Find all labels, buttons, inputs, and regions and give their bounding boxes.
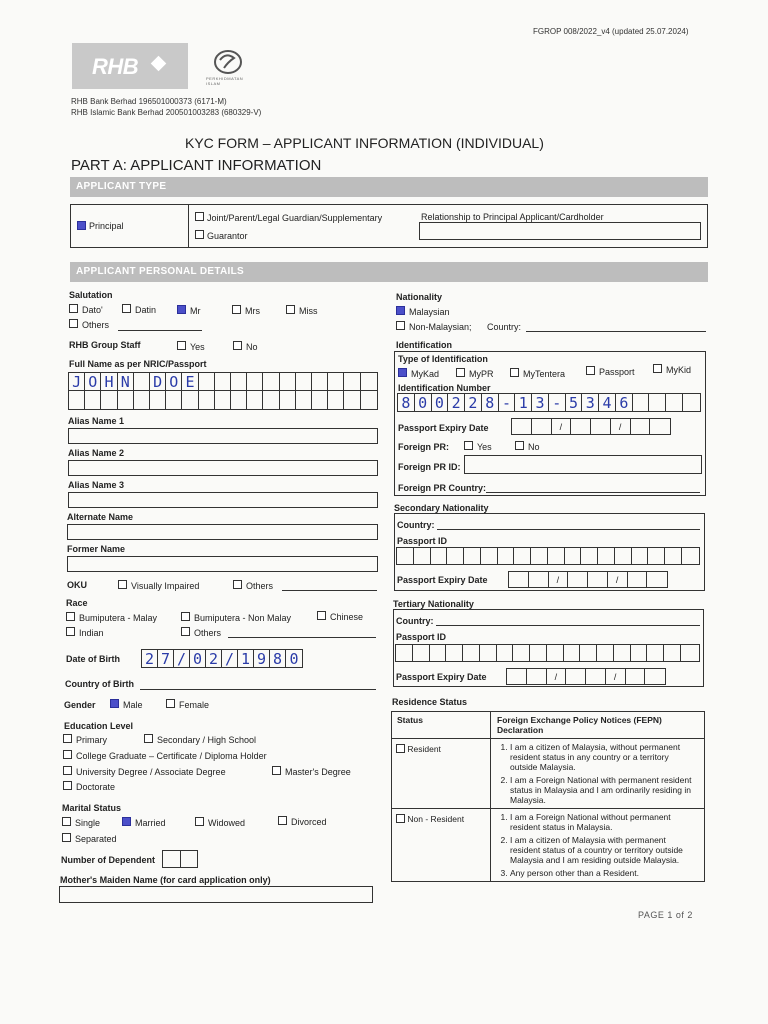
maiden-input[interactable] — [59, 886, 373, 903]
date-cell — [509, 572, 529, 587]
date-slash: / — [552, 419, 572, 434]
dependent-cell — [163, 851, 181, 867]
name-char-cell: J — [69, 373, 85, 391]
principal-label: Principal — [89, 221, 124, 231]
alias-3-input[interactable] — [68, 492, 378, 508]
former-name-input[interactable] — [67, 556, 378, 572]
joint-label: Joint/Parent/Legal Guardian/Supplementary — [207, 213, 383, 223]
id-char-cell: 8 — [398, 394, 415, 411]
staff-no-label: No — [246, 342, 258, 352]
widowed-checkbox[interactable] — [195, 817, 204, 826]
nationality-label: Nationality — [396, 292, 443, 302]
passport-id-cell — [498, 548, 515, 564]
name-char-cell — [134, 391, 150, 409]
dob-char-cell: / — [174, 650, 190, 667]
date-cell — [626, 669, 646, 684]
secondary-passport-id-grid[interactable] — [396, 547, 700, 565]
visually-impaired-label: Visually Impaired — [131, 581, 200, 591]
race-label: Race — [66, 598, 88, 608]
mrs-label: Mrs — [245, 306, 260, 316]
name-char-cell — [69, 391, 85, 409]
name-char-cell — [215, 373, 231, 391]
married-checkbox[interactable] — [122, 817, 131, 826]
residence-status-label: Residence Status — [392, 697, 468, 707]
passport-id-cell — [430, 645, 447, 661]
mypr-checkbox[interactable] — [456, 368, 465, 377]
group-staff-label: RHB Group Staff — [69, 340, 141, 350]
id-char-cell: 1 — [515, 394, 532, 411]
date-cell — [512, 419, 532, 434]
miss-label: Miss — [299, 306, 318, 316]
personal-details-header: APPLICANT PERSONAL DETAILS — [70, 262, 708, 282]
oku-label: OKU — [67, 580, 87, 590]
mrs-checkbox[interactable] — [232, 305, 241, 314]
dob-char-cell: 8 — [270, 650, 286, 667]
passport-expiry-grid[interactable] — [511, 418, 671, 435]
date-cell — [650, 419, 670, 434]
date-slash: / — [549, 572, 569, 587]
tertiary-expiry-grid[interactable] — [506, 668, 666, 685]
divorced-label: Divorced — [291, 817, 327, 827]
rhb-logo — [72, 43, 188, 89]
indian-label: Indian — [79, 628, 104, 638]
passport-id-cell — [664, 645, 681, 661]
nationality-country-line[interactable] — [526, 331, 706, 332]
staff-yes-checkbox[interactable] — [177, 341, 186, 350]
primary-label: Primary — [76, 735, 107, 745]
dob-char-cell: 0 — [289, 649, 299, 668]
id-number-label: Identification Number — [398, 383, 491, 393]
dob-grid[interactable] — [141, 649, 303, 668]
name-char-cell — [215, 391, 231, 409]
non-malaysian-label: Non-Malaysian; — [409, 322, 472, 332]
passport-id-cell — [665, 548, 682, 564]
foreign-pr-yes-checkbox[interactable] — [464, 441, 473, 450]
passport-checkbox[interactable] — [586, 366, 595, 375]
salutation-label: Salutation — [69, 290, 113, 300]
name-char-cell: E — [182, 373, 198, 391]
country-birth-line[interactable] — [140, 689, 376, 690]
foreign-pr-label: Foreign PR: — [398, 442, 449, 452]
date-cell — [532, 419, 552, 434]
name-char-cell — [344, 373, 360, 391]
bumi-malay-checkbox[interactable] — [66, 612, 75, 621]
passport-id-cell — [597, 645, 614, 661]
date-cell — [529, 572, 549, 587]
passport-id-cell — [632, 548, 649, 564]
marital-label: Marital Status — [62, 803, 122, 813]
bumi-nonmalay-checkbox[interactable] — [181, 612, 190, 621]
university-label: University Degree / Associate Degree — [76, 767, 226, 777]
mytentera-checkbox[interactable] — [510, 368, 519, 377]
college-checkbox[interactable] — [63, 750, 72, 759]
passport-id-cell — [530, 645, 547, 661]
passport-id-cell — [514, 548, 531, 564]
separated-label: Separated — [75, 834, 117, 844]
fepn-column-header: Foreign Exchange Policy Notices (FEPN) Declaration — [491, 712, 705, 739]
passport-id-cell — [414, 548, 431, 564]
date-slash: / — [611, 419, 631, 434]
seal-text: PERKHIDMATAN ISLAM — [206, 76, 244, 86]
passport-id-cell — [446, 645, 463, 661]
passport-id-cell — [647, 645, 664, 661]
part-title: PART A: APPLICANT INFORMATION — [71, 157, 322, 174]
name-char-cell — [231, 391, 247, 409]
former-name-label: Former Name — [67, 544, 126, 554]
female-checkbox[interactable] — [166, 699, 175, 708]
status-column-header: Status — [392, 712, 491, 739]
passport-id-cell — [413, 645, 430, 661]
name-char-cell — [134, 373, 150, 391]
malaysian-checkbox[interactable] — [396, 306, 405, 315]
secondary-country-label: Country: — [397, 520, 435, 530]
primary-checkbox[interactable] — [63, 734, 72, 743]
secondary-label: Secondary / High School — [157, 735, 257, 745]
id-char-cell: 3 — [532, 394, 549, 411]
id-char-cell — [633, 394, 650, 411]
foreign-pr-id-label: Foreign PR ID: — [398, 462, 461, 472]
datin-label: Datin — [135, 305, 157, 315]
name-char-cell: O — [166, 373, 182, 391]
mykid-label: MyKid — [666, 365, 692, 375]
name-char-cell — [312, 373, 328, 391]
name-char-cell — [247, 391, 263, 409]
alias-3-label: Alias Name 3 — [68, 480, 125, 490]
tertiary-country-label: Country: — [396, 616, 434, 626]
miss-checkbox[interactable] — [286, 305, 295, 314]
id-char-cell: 4 — [599, 394, 616, 411]
date-cell — [571, 419, 591, 434]
doctorate-label: Doctorate — [76, 782, 116, 792]
nonresident-label: Non - Resident — [407, 814, 465, 824]
nationality-country-label: Country: — [487, 322, 522, 332]
name-char-cell — [296, 373, 312, 391]
id-char-cell: 3 — [582, 394, 599, 411]
page-number: PAGE 1 of 2 — [638, 910, 693, 920]
date-cell — [586, 669, 606, 684]
foreign-pr-no-label: No — [528, 442, 540, 452]
dob-char-cell: 0 — [190, 650, 206, 667]
salutation-others-label: Others — [82, 320, 110, 330]
dob-char-cell: 7 — [158, 650, 174, 667]
passport-id-cell — [547, 645, 564, 661]
joint-checkbox[interactable] — [195, 212, 204, 221]
passport-id-cell — [531, 548, 548, 564]
id-char-cell — [683, 394, 700, 411]
date-slash: / — [606, 669, 626, 684]
passport-id-cell — [463, 645, 480, 661]
name-char-cell: O — [85, 373, 101, 391]
resident-declaration — [491, 739, 705, 809]
name-char-cell — [280, 391, 296, 409]
maiden-label: Mother's Maiden Name (for card application only) — [60, 875, 271, 885]
nonresident-item-2: 2. I am a citizen of Malaysia with permanent resident status of a country or territory outside Malaysia and I am residing outside Malaysia. — [510, 835, 698, 865]
passport-id-cell — [581, 548, 598, 564]
secondary-passport-id-label: Passport ID — [397, 536, 448, 546]
name-char-cell — [344, 391, 360, 409]
staff-no-checkbox[interactable] — [233, 341, 242, 350]
race-others-checkbox[interactable] — [181, 627, 190, 636]
married-label: Married — [135, 818, 166, 828]
id-char-cell — [649, 394, 666, 411]
name-char-cell — [101, 391, 117, 409]
name-char-cell — [247, 373, 263, 391]
date-cell — [647, 572, 667, 587]
chinese-label: Chinese — [330, 612, 364, 622]
mytentera-label: MyTentera — [523, 369, 566, 379]
university-checkbox[interactable] — [63, 766, 72, 775]
country-birth-label: Country of Birth — [65, 679, 134, 689]
relationship-input[interactable] — [419, 222, 701, 240]
name-char-cell — [166, 391, 182, 409]
secondary-country-line[interactable] — [437, 529, 700, 530]
resident-checkbox[interactable] — [396, 744, 405, 753]
date-slash: / — [547, 669, 567, 684]
mypr-label: MyPR — [469, 369, 494, 379]
salutation-others-line[interactable] — [118, 330, 202, 331]
divider — [188, 204, 189, 248]
passport-id-cell — [598, 548, 615, 564]
id-type-label: Type of Identification — [398, 354, 488, 364]
id-char-cell: 0 — [415, 394, 432, 411]
mykad-label: MyKad — [411, 369, 440, 379]
tertiary-passport-id-label: Passport ID — [396, 632, 447, 642]
date-cell — [628, 572, 648, 587]
name-char-cell — [85, 391, 101, 409]
id-char-cell: 5 — [566, 394, 583, 411]
mykad-checkbox[interactable] — [398, 368, 407, 377]
passport-id-cell — [681, 645, 698, 661]
mykid-checkbox[interactable] — [653, 364, 662, 373]
passport-id-cell — [580, 645, 597, 661]
dato-checkbox[interactable] — [69, 304, 78, 313]
passport-expiry-label: Passport Expiry Date — [398, 423, 489, 433]
secondary-expiry-grid[interactable] — [508, 571, 668, 588]
single-label: Single — [75, 818, 101, 828]
dato-label: Dato' — [82, 305, 103, 315]
resident-cell — [392, 739, 491, 809]
id-char-cell: - — [549, 394, 566, 411]
secondary-expiry-label: Passport Expiry Date — [397, 575, 488, 585]
passport-id-cell — [397, 548, 414, 564]
name-char-cell — [199, 373, 215, 391]
college-label: College Graduate – Certificate / Diploma Holder — [76, 751, 267, 761]
id-char-cell: - — [499, 394, 516, 411]
bumi-malay-label: Bumiputera - Malay — [79, 613, 158, 623]
date-cell — [588, 572, 608, 587]
name-char-cell — [199, 391, 215, 409]
passport-id-cell — [447, 548, 464, 564]
masters-checkbox[interactable] — [272, 766, 281, 775]
salutation-others-checkbox[interactable] — [69, 319, 78, 328]
bumi-nonmalay-label: Bumiputera - Non Malay — [194, 613, 292, 623]
passport-id-cell — [480, 645, 497, 661]
form-title: KYC FORM – APPLICANT INFORMATION (INDIVIDUAL) — [185, 135, 544, 151]
id-char-cell — [666, 394, 683, 411]
race-others-line[interactable] — [228, 637, 376, 638]
name-char-cell — [328, 373, 344, 391]
date-slash: / — [608, 572, 628, 587]
doctorate-checkbox[interactable] — [63, 781, 72, 790]
name-char-cell: D — [150, 373, 166, 391]
resident-item-1: 1. I am a citizen of Malaysia, without permanent resident status in any country or a territory outside Malaysia. — [510, 742, 698, 772]
bank-line-2: RHB Islamic Bank Berhad 200501003283 (680329-V) — [71, 108, 262, 117]
resident-item-2: 2. I am a Foreign National with permanent resident status in Malaysia and I am ordinarily residing in Malaysia. — [510, 775, 698, 805]
masters-label: Master's Degree — [285, 767, 351, 777]
passport-label: Passport — [599, 367, 635, 377]
separated-checkbox[interactable] — [62, 833, 71, 842]
passport-id-cell — [615, 548, 632, 564]
bank-line-1: RHB Bank Berhad 196501000373 (6171-M) — [71, 97, 227, 106]
id-char-cell: 0 — [432, 394, 449, 411]
tertiary-country-line[interactable] — [436, 625, 700, 626]
tertiary-nationality-label: Tertiary Nationality — [393, 599, 474, 609]
alias-2-label: Alias Name 2 — [68, 448, 125, 458]
alternate-name-input[interactable] — [67, 524, 378, 540]
diamond-icon — [151, 56, 167, 72]
passport-id-cell — [497, 645, 514, 661]
dob-char-cell: / — [222, 650, 238, 667]
alias-2-input[interactable] — [68, 460, 378, 476]
id-char-cell: 2 — [448, 394, 465, 411]
datin-checkbox[interactable] — [122, 304, 131, 313]
passport-id-cell — [464, 548, 481, 564]
name-char-cell — [182, 391, 198, 409]
name-char-cell — [118, 391, 134, 409]
residence-table — [391, 711, 705, 882]
passport-id-cell — [565, 548, 582, 564]
name-char-cell: H — [101, 373, 117, 391]
date-cell — [507, 669, 527, 684]
indian-checkbox[interactable] — [66, 627, 75, 636]
alias-1-input[interactable] — [68, 428, 378, 444]
islamic-seal-logo — [206, 48, 254, 88]
name-char-cell — [361, 373, 377, 391]
passport-id-cell — [614, 645, 631, 661]
id-number-grid[interactable] — [397, 393, 701, 412]
malaysian-label: Malaysian — [409, 307, 450, 317]
male-checkbox[interactable] — [110, 699, 119, 708]
passport-id-cell — [682, 548, 699, 564]
date-cell — [568, 572, 588, 587]
name-char-cell — [280, 373, 296, 391]
single-checkbox[interactable] — [62, 817, 71, 826]
rhb-logo-text: RHB — [92, 54, 139, 79]
principal-checkbox[interactable] — [77, 221, 86, 230]
tertiary-expiry-label: Passport Expiry Date — [396, 672, 487, 682]
date-cell — [631, 419, 651, 434]
id-char-cell: 2 — [465, 394, 482, 411]
name-char-cell: N — [118, 373, 134, 391]
oku-others-label: Others — [246, 581, 274, 591]
date-cell — [566, 669, 586, 684]
divorced-checkbox[interactable] — [278, 816, 287, 825]
resident-label: Resident — [407, 744, 441, 754]
passport-id-cell — [481, 548, 498, 564]
dependent-input[interactable] — [162, 850, 198, 868]
date-cell — [645, 669, 665, 684]
identification-label: Identification — [396, 340, 452, 350]
passport-id-cell — [648, 548, 665, 564]
dob-char-cell: 1 — [238, 650, 254, 667]
secondary-checkbox[interactable] — [144, 734, 153, 743]
widowed-label: Widowed — [208, 818, 246, 828]
mr-label: Mr — [190, 306, 201, 316]
name-char-cell — [150, 391, 166, 409]
name-char-cell — [328, 391, 344, 409]
education-label: Education Level — [64, 721, 134, 731]
passport-id-cell — [396, 645, 413, 661]
secondary-nationality-label: Secondary Nationality — [394, 503, 489, 513]
passport-id-cell — [548, 548, 565, 564]
date-cell — [591, 419, 611, 434]
staff-yes-label: Yes — [190, 342, 205, 352]
passport-id-cell — [513, 645, 530, 661]
chinese-checkbox[interactable] — [317, 611, 326, 620]
guarantor-label: Guarantor — [207, 231, 248, 241]
dob-char-cell: 2 — [142, 650, 158, 667]
non-malaysian-checkbox[interactable] — [396, 321, 405, 330]
dob-char-cell: 2 — [206, 650, 222, 667]
relationship-label: Relationship to Principal Applicant/Cardholder — [421, 212, 604, 222]
dependent-label: Number of Dependent — [61, 855, 156, 865]
name-char-cell — [263, 373, 279, 391]
nonresident-item-1: 1. I am a Foreign National without permanent resident status in Malaysia. — [510, 812, 698, 832]
foreign-pr-yes-label: Yes — [477, 442, 492, 452]
name-char-cell — [296, 391, 312, 409]
form-code: FGROP 008/2022_v4 (updated 25.07.2024) — [533, 27, 689, 36]
id-char-cell: 6 — [616, 394, 633, 411]
visually-impaired-checkbox[interactable] — [118, 580, 127, 589]
tertiary-passport-id-grid[interactable] — [395, 644, 700, 662]
nonresident-cell — [392, 809, 491, 882]
name-char-cell — [361, 391, 377, 409]
foreign-pr-country-line[interactable] — [486, 492, 700, 493]
name-char-cell — [263, 391, 279, 409]
foreign-pr-country-label: Foreign PR Country: — [398, 483, 486, 493]
passport-id-cell — [431, 548, 448, 564]
alternate-name-label: Alternate Name — [67, 512, 134, 522]
oku-others-checkbox[interactable] — [233, 580, 242, 589]
race-others-label: Others — [194, 628, 222, 638]
name-char-cell — [231, 373, 247, 391]
date-cell — [527, 669, 547, 684]
dob-char-cell: 9 — [254, 650, 270, 667]
nonresident-checkbox[interactable] — [396, 814, 405, 823]
full-name-label: Full Name as per NRIC/Passport — [69, 359, 207, 369]
alias-1-label: Alias Name 1 — [68, 416, 125, 426]
foreign-pr-no-checkbox[interactable] — [515, 441, 524, 450]
nonresident-declaration — [491, 809, 705, 882]
id-char-cell: 8 — [482, 394, 499, 411]
dob-label: Date of Birth — [66, 654, 120, 664]
female-label: Female — [179, 700, 210, 710]
male-label: Male — [123, 700, 143, 710]
nonresident-item-3: 3. Any person other than a Resident. — [510, 868, 698, 878]
mr-checkbox[interactable] — [177, 305, 186, 314]
foreign-pr-id-input[interactable] — [464, 455, 702, 474]
full-name-grid[interactable] — [68, 372, 378, 410]
oku-others-line[interactable] — [282, 590, 377, 591]
guarantor-checkbox[interactable] — [195, 230, 204, 239]
passport-id-cell — [564, 645, 581, 661]
applicant-type-header: APPLICANT TYPE — [70, 177, 708, 197]
gender-label: Gender — [64, 700, 96, 710]
passport-id-cell — [631, 645, 648, 661]
dependent-cell — [181, 851, 198, 867]
name-char-cell — [312, 391, 328, 409]
